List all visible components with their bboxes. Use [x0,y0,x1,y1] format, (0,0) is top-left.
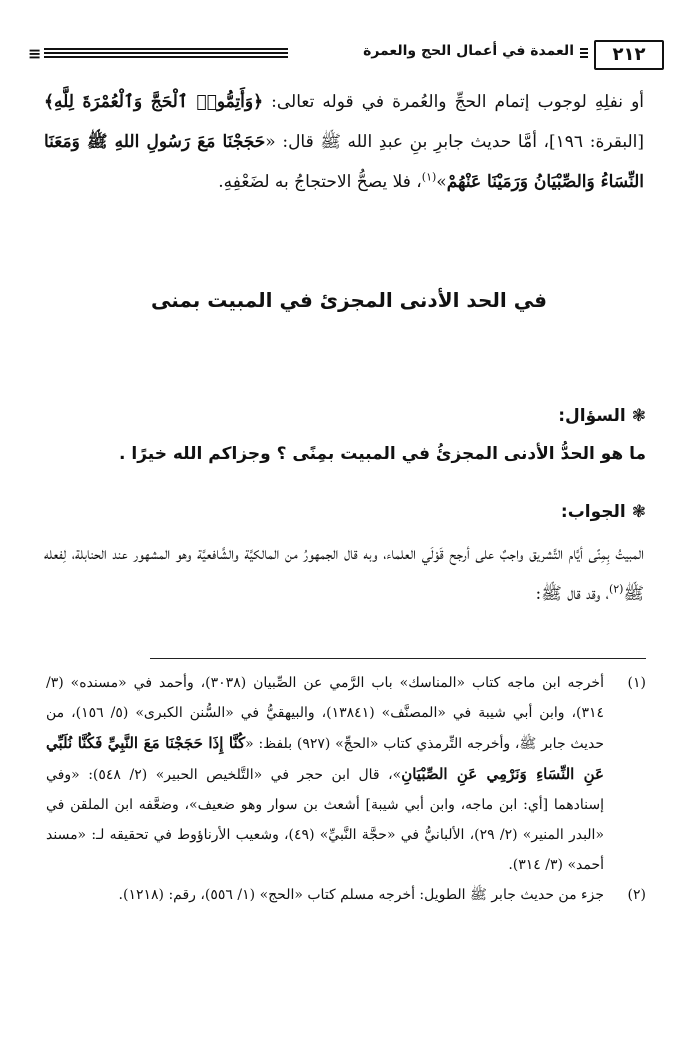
footnote-1 [46,668,646,880]
footnote-ref-2[interactable]: (٢) [608,582,624,596]
footnote-2 [46,880,646,910]
header-title: العمدة في أعمال الحج والعمرة [363,43,574,59]
footnote-hadith: كُنَّا إِذَا حَجَجْنَا مَعَ النَّبِيِّ فَكُنَّا نُلَبِّي عَنِ النِّسَاءِ وَنَرْمِي عَنِ الصِّبْيَانِ [46,734,604,783]
flower-bullet-icon: ❃ [631,502,646,522]
intro-text-4: ، فلا يصحُّ الاحتجاجُ به لضَعْفِهِ. [218,172,422,192]
footnote-text: جزء من حديث جابر ﷺ الطويل: أخرجه مسلم كتاب «الحج» (١/ ٥٥٦)، رقم: (١٢١٨). [118,887,604,903]
quran-verse: ﴿وَأَتِمُّوا۟ ٱلْحَجَّ وَٱلْعُمْرَةَ لِلَّهِ﴾ [44,92,264,112]
answer-label [561,502,646,522]
intro-text-2: [البقرة: ١٩٦]، أمَّا حديث جابرِ بنِ عبدِ الله ﷺ قال: « [265,132,644,152]
section-title: في الحد الأدنى المجزئ في المبيت بمنى [150,288,548,312]
page-number: ٢١٢ [594,40,664,70]
running-header [28,40,670,70]
question-label [558,406,646,426]
header-end-mark: ≡ [28,44,42,63]
footnote-divider [150,658,646,659]
footnote-ref-1[interactable]: (١) [421,170,437,184]
question-text: ما هو الحدُّ الأدنى المجزئُ في المبيت بمِنًى ؟ وجزاكم الله خيرًا . [118,444,646,464]
intro-paragraph [44,82,644,202]
flower-bullet-icon: ❃ [631,406,646,426]
footnote-number: (٢) [627,887,646,903]
answer-text-1: المبيتُ بِمِنًى أيَّام التَّشريق واجبٌ على أرجح قَوْلَي العلماء، وبه قال الجمهورُ من المالكيَّة والشَّافعيَّة وهو المشهور عند الحنابلة، لِفعله ﷺ [44,544,644,604]
header-rule-right [580,48,588,60]
footnotes [46,668,646,910]
question-label-text: السؤال: [558,406,626,426]
answer-text-2: ، وقد قال ﷺ: [535,584,609,604]
footnote-text: »، قال ابن حجر في «التَّلخيص الحبير» (٢/ ٥٤٨): «وفي إسنادهما [أي: ابن ماجه، وابن أبي شيبة] أشعث بن سوار وهو ضعيف»، وضعَّفه ابن الملقن في «البدر المنير» (٢/ ٢٩)، الألبانيُّ في «حجَّة النَّبيِّ» (٤٩)، وشعيب الأرناؤوط في تحقيقه لـ: «مسند أحمد» (٣/ ٣١٤). [46,767,605,873]
footnote-text: أخرجه ابن ماجه كتاب «المناسك» باب الرَّمي عن الصِّبيان (٣٠٣٨)، وأحمد في «مسنده» (٣/ ٣١٤)، وابن أبي شيبة في «المصنَّف» (١٣٨٤١)، والبيهقيُّ في «السُّنن الكبرى» (٥/ ١٥٦)، من حديث جابر ﷺ، وأخرجه التِّرمذي كتاب «الحجِّ» (٩٢٧) بلفظ: « [46,675,605,752]
intro-text-3: » [436,172,447,192]
header-rule-left [44,48,288,60]
answer-paragraph [44,534,644,614]
footnote-number: (١) [627,675,646,691]
answer-label-text: الجواب: [560,502,626,522]
intro-text-1: أو نفلِهِ لوجوب إتمام الحجِّ والعُمرة في قوله تعالى: [263,92,644,112]
hadith-quote: حَجَجْنَا مَعَ رَسُولِ اللهِ ﷺ وَمَعَنَا النِّسَاءُ وَالصِّبْيَانُ وَرَمَيْنَا عَنْهُمْ [44,132,644,192]
